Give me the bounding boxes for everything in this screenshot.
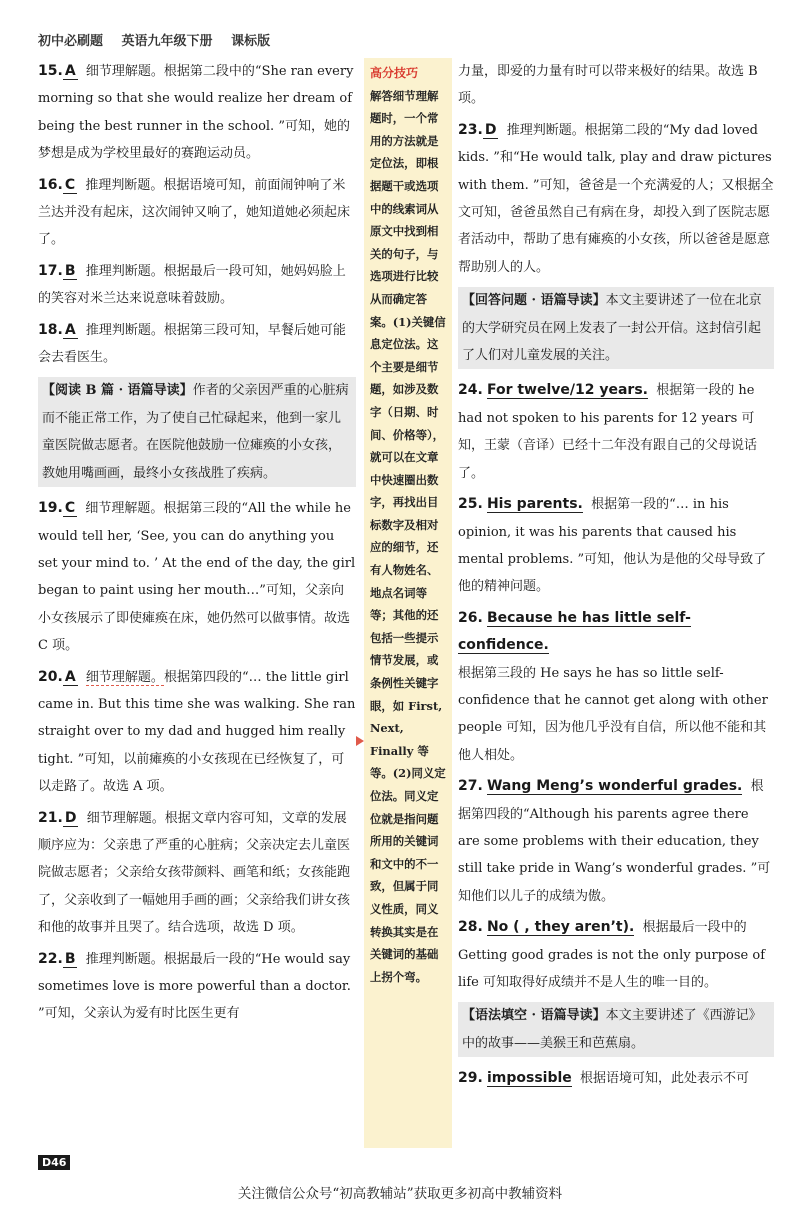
answer-27: 27. Wang Meng’s wonderful grades. 根据第四段的“Although his parents agree there are some problems with their education, they still take pride in Wang’s wonderful grades. ”可知他们以儿子的成绩为傲。 [458, 778, 771, 904]
reading-b-guide: 【阅读 B 篇 · 语篇导读】作者的父亲因严重的心脏病而不能正常工作，为了使自己忙碌起来，他到一家儿童医院做志愿者。在医院他鼓励一位瘫痪的小女孩，教她用嘴画画，最终小女孩战胜了疾病。 [38, 377, 356, 487]
answer-16: 16. C 推理判断题。根据语境可知，前面闹钟响了米兰达并没有起床，这次闹钟又响了，她知道她必须起床了。 [38, 176, 351, 248]
subject-name: 英语九年级下册 [121, 34, 213, 49]
tips-text: 解答细节理解题时，一个常用的方法就是定位法，即根据题干或选项中的线索词从原文中找到相关的句子，与选项进行比较从而确定答案。(1)关键信息定位法。这个主要是细节题，如涉及数字（日期、时间、价格等），就可以在文章中快速圈出数字，再找出目标数字及相对应的细节，还有人物姓名、地点名词等等；其他的还包括一些提示情节发展，或条例性关键字眼，如 First, Next, Finally 等等。(2)同义定位法。同义定位就是指问题所用的关键词和文中的不一致，但属于同义性质，同义转换其实是在关键词的基础上拐个弯。 [370, 88, 446, 984]
answer-15: 15. A 细节理解题。根据第二段中的“She ran every morning so that she would realize her dream of being the best runner in the school. ”可知，她的梦想是成为学校里最好的赛跑运动员。 [38, 63, 354, 162]
answer-26: 26. Because he has little self-confidence. 根据第三段的 He says he has so little self-confidence that he cannot get along with other people 可知，因为他几乎没有自信，所以他不能和其他人相处。 [458, 609, 768, 763]
answer-29: 29. impossible 根据语境可知，此处表示不可 [458, 1070, 750, 1087]
footer-note: 关注微信公众号“初高教辅站”获取更多初高中教辅资料 [237, 1186, 563, 1202]
pointer-arrow-icon [356, 736, 364, 746]
answer-22: 22. B 推理判断题。根据最后一段的“He would say sometimes love is more powerful than a doctor. ”可知，父亲认为爱有时比医生更有 [38, 950, 351, 1022]
page-number: D46 [38, 1155, 70, 1170]
answer-21: 21. D 细节理解题。根据文章内容可知，文章的发展顺序应为：父亲患了严重的心脏病；父亲决定去儿童医院做志愿者；父亲给女孩带颜料、画笔和纸；女孩能跑了，父亲收到了一幅她用手画的画；父亲给我们讲女孩和他的故事并且哭了。结合选项，故选 D 项。 [38, 809, 351, 936]
edition-name: 课标版 [231, 34, 271, 49]
qa-guide: 【回答问题 · 语篇导读】本文主要讲述了一位在北京的大学研究员在网上发表了一封公开信。这封信引起了人们对儿童发展的关注。 [458, 287, 774, 369]
answer-25: 25. His parents. 根据第一段的“… in his opinion, it was his parents that caused his mental problems. ”可知，他认为是他的父母导致了他的精神问题。 [458, 496, 767, 595]
answer-19: 19. C 细节理解题。根据第三段的“All the while he would tell her, ‘See, you can do anything you set your mind to. ’ At the end of the day, the girl began to paint using her mouth…”可知，父亲向小女孩展示了即使瘫痪在床，她仍然可以做事情。故选 C 项。 [38, 500, 356, 654]
right-column [458, 58, 774, 1097]
answer-23: 23. D 推理判断题。根据第二段的“My dad loved kids. ”和“He would talk, play and draw pictures with them. ”可知，爸爸是一个充满爱的人；又根据全文可知，爸爸虽然自己有病在身，却投入到了医院志愿者活动中，帮助了患有瘫痪的小女孩，所以爸爸是愿意帮助别人的人。 [458, 121, 774, 275]
book-name: 初中必刷题 [38, 34, 104, 49]
answer-22-cont: 力量，即爱的力量有时可以带来极好的结果。故选 B 项。 [458, 64, 758, 107]
grammar-guide: 【语法填空 · 语篇导读】本文主要讲述了《西游记》中的故事——美猴王和芭蕉扇。 [458, 1002, 774, 1057]
answer-20: 20. A 细节理解题。根据第四段的“… the little girl came in. But this time she was walking. She ran straight over to my dad and hugged him really tight. ”可知，以前瘫痪的小女孩现在已经恢复了，可以走路了。故选 A 项。 [38, 668, 356, 795]
left-column [38, 58, 356, 1032]
answer-24: 24. For twelve/12 years. 根据第一段的 he had not spoken to his parents for 12 years 可知，王蒙（音译）已经十二年没有跟自己的父母说话了。 [458, 382, 758, 481]
answer-28: 28. No ( , they aren’t). 根据最后一段中的 Getting good grades is not the only purpose of life 可知取得好成绩并不是人生的唯一目的。 [458, 919, 766, 990]
tips-sidebar [364, 58, 452, 1148]
answer-18: 18. A 推理判断题。根据第三段可知，早餐后她可能会去看医生。 [38, 321, 346, 366]
page-header [38, 30, 284, 49]
tips-title: 高分技巧 [370, 66, 419, 80]
answer-17: 17. B 推理判断题。根据最后一段可知，她妈妈脸上的笑容对米兰达来说意味着鼓励。 [38, 262, 346, 307]
